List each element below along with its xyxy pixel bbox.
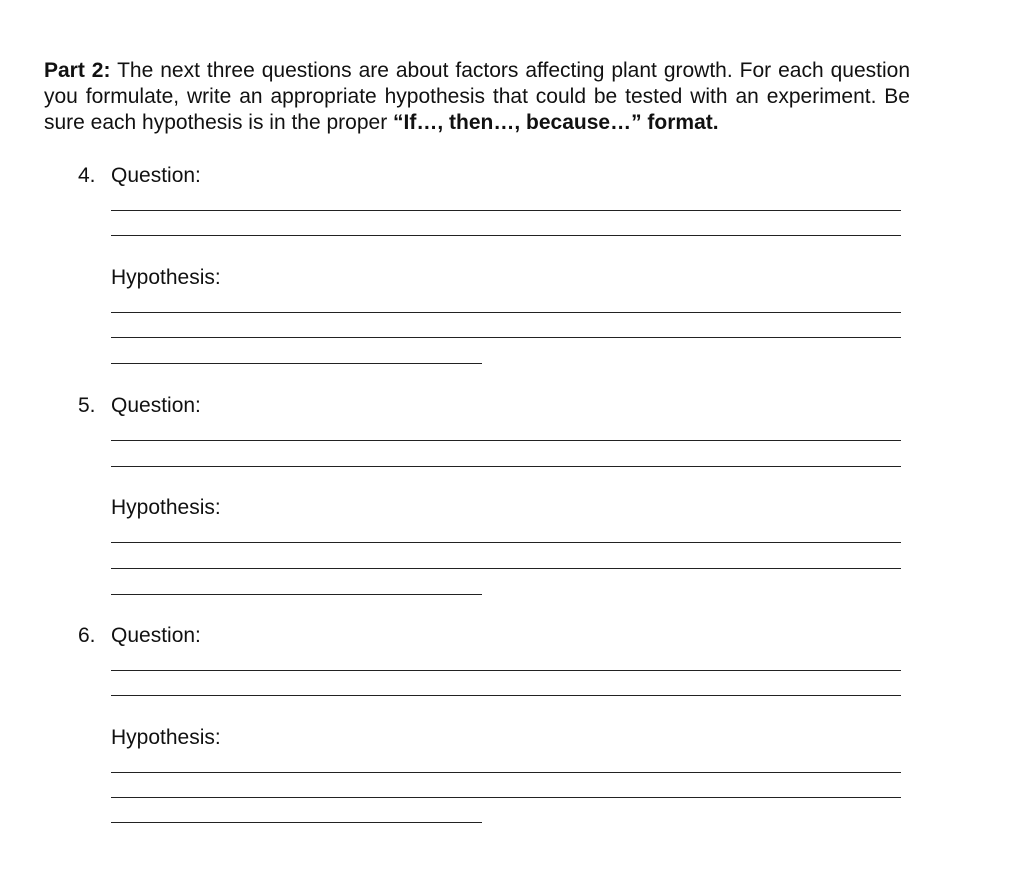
part-label: Part 2: (44, 59, 111, 82)
question-answer-line[interactable] (111, 466, 901, 467)
question-answer-line[interactable] (111, 210, 901, 211)
hypothesis-answer-line[interactable] (111, 822, 482, 823)
question-number: 6. (78, 624, 96, 647)
question-label: Question: (111, 394, 201, 417)
hypothesis-answer-line[interactable] (111, 772, 901, 773)
hypothesis-answer-line[interactable] (111, 594, 482, 595)
question-answer-line[interactable] (111, 235, 901, 236)
question-number: 4. (78, 164, 96, 187)
question-answer-line[interactable] (111, 440, 901, 441)
question-answer-line[interactable] (111, 670, 901, 671)
hypothesis-answer-line[interactable] (111, 797, 901, 798)
format-requirement: “If…, then…, because…” format. (393, 111, 719, 134)
instructions-paragraph (44, 58, 910, 136)
hypothesis-label: Hypothesis: (111, 726, 221, 749)
hypothesis-answer-line[interactable] (111, 337, 901, 338)
question-label: Question: (111, 624, 201, 647)
question-number: 5. (78, 394, 96, 417)
question-label: Question: (111, 164, 201, 187)
hypothesis-label: Hypothesis: (111, 496, 221, 519)
hypothesis-label: Hypothesis: (111, 266, 221, 289)
hypothesis-answer-line[interactable] (111, 363, 482, 364)
hypothesis-answer-line[interactable] (111, 542, 901, 543)
hypothesis-answer-line[interactable] (111, 568, 901, 569)
hypothesis-answer-line[interactable] (111, 312, 901, 313)
question-answer-line[interactable] (111, 695, 901, 696)
instructions-text: The next three questions are about factors affecting plant growth. For each question you formulate, write an appropriate hypothesis that could be tested with an experiment. Be sure each hypothesis is in the proper (44, 59, 911, 134)
